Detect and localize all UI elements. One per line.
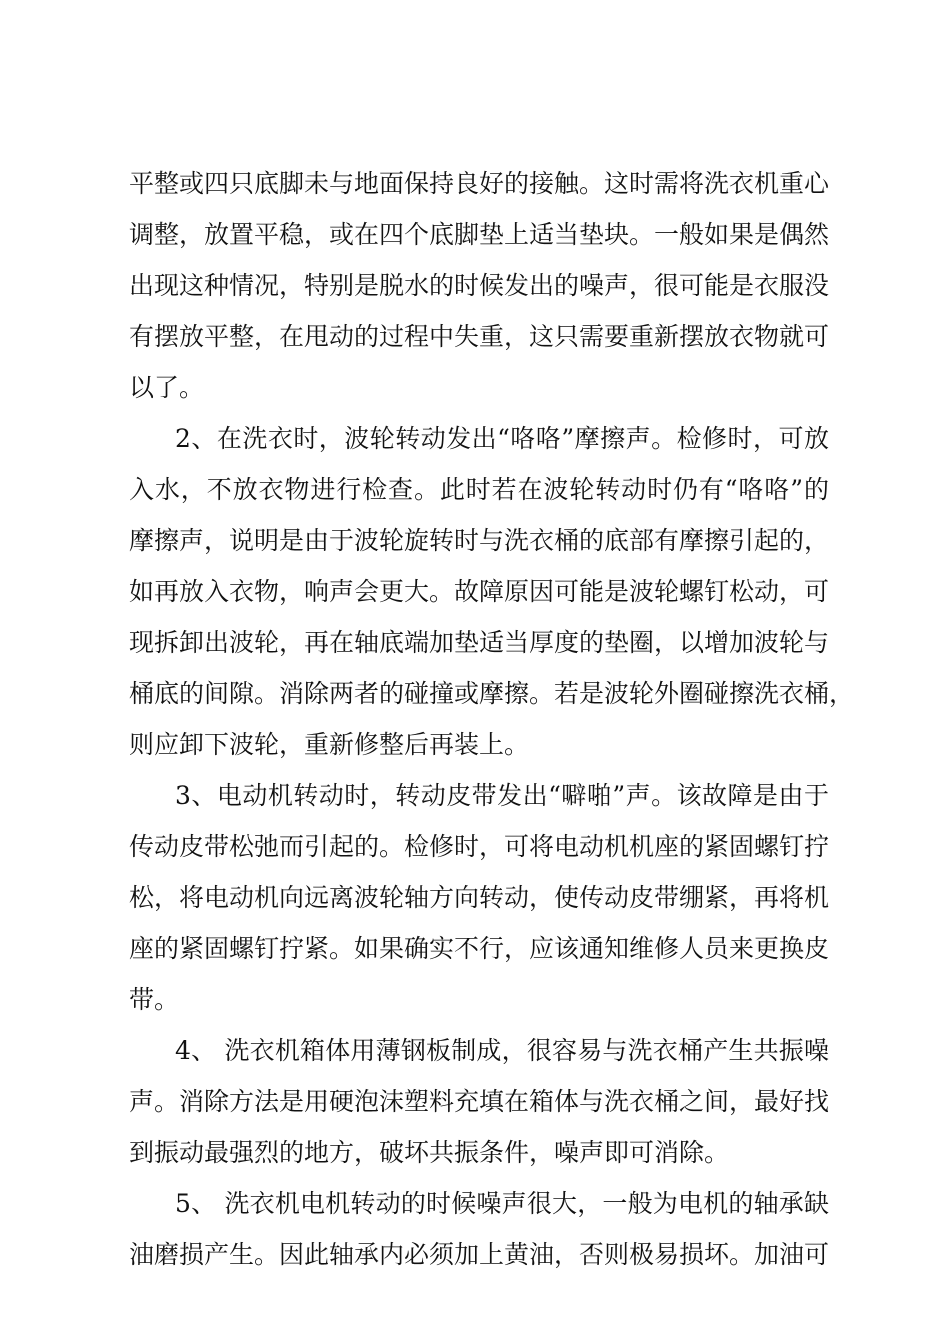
paragraph-line: 平整或四只底脚未与地面保持良好的接触。这时需将洗衣机重心 xyxy=(129,169,830,198)
paragraph-line: 松，将电动机向远离波轮轴方向转动，使传动皮带绷紧，再将机 xyxy=(129,883,830,912)
paragraph-line: 摩擦声，说明是由于波轮旋转时与洗衣桶的底部有摩擦引起的， xyxy=(129,526,830,555)
paragraph-line: 5、 洗衣机电机转动的时候噪声很大，一般为电机的轴承缺 xyxy=(175,1189,829,1218)
paragraph-line: 如再放入衣物，响声会更大。故障原因可能是波轮螺钉松动，可 xyxy=(129,577,830,606)
paragraph-line: 有摆放平整，在甩动的过程中失重，这只需要重新摆放衣物就可 xyxy=(129,322,830,351)
paragraph-line: 传动皮带松弛而引起的。检修时，可将电动机机座的紧固螺钉拧 xyxy=(129,832,830,861)
paragraph-line: 入水，不放衣物进行检查。此时若在波轮转动时仍有“咯咯”的 xyxy=(129,475,829,504)
paragraph-line: 座的紧固螺钉拧紧。如果确实不行，应该通知维修人员来更换皮 xyxy=(129,934,830,963)
paragraph-line: 以了。 xyxy=(129,373,205,402)
paragraph-line: 桶底的间隙。消除两者的碰撞或摩擦。若是波轮外圈碰擦洗衣桶， xyxy=(129,679,855,708)
paragraph-line: 2、在洗衣时，波轮转动发出“咯咯”摩擦声。检修时，可放 xyxy=(175,424,829,453)
paragraph-line: 到振动最强烈的地方，破坏共振条件，噪声即可消除。 xyxy=(129,1138,730,1167)
paragraph-line: 则应卸下波轮，重新修整后再装上。 xyxy=(129,730,530,759)
paragraph-line: 调整，放置平稳，或在四个底脚垫上适当垫块。一般如果是偶然 xyxy=(129,220,830,249)
paragraph-line: 声。消除方法是用硬泡沫塑料充填在箱体与洗衣桶之间，最好找 xyxy=(129,1087,830,1116)
paragraph-line: 带。 xyxy=(129,985,180,1014)
paragraph-line: 现拆卸出波轮，再在轴底端加垫适当厚度的垫圈，以增加波轮与 xyxy=(129,628,830,657)
paragraph-line: 4、 洗衣机箱体用薄钢板制成，很容易与洗衣桶产生共振噪 xyxy=(175,1036,829,1065)
paragraph-line: 油磨损产生。因此轴承内必须加上黄油，否则极易损坏。加油可 xyxy=(129,1240,830,1269)
paragraph-line: 出现这种情况，特别是脱水的时候发出的噪声，很可能是衣服没 xyxy=(129,271,830,300)
paragraph-line: 3、电动机转动时，转动皮带发出“噼啪”声。该故障是由于 xyxy=(175,781,829,810)
